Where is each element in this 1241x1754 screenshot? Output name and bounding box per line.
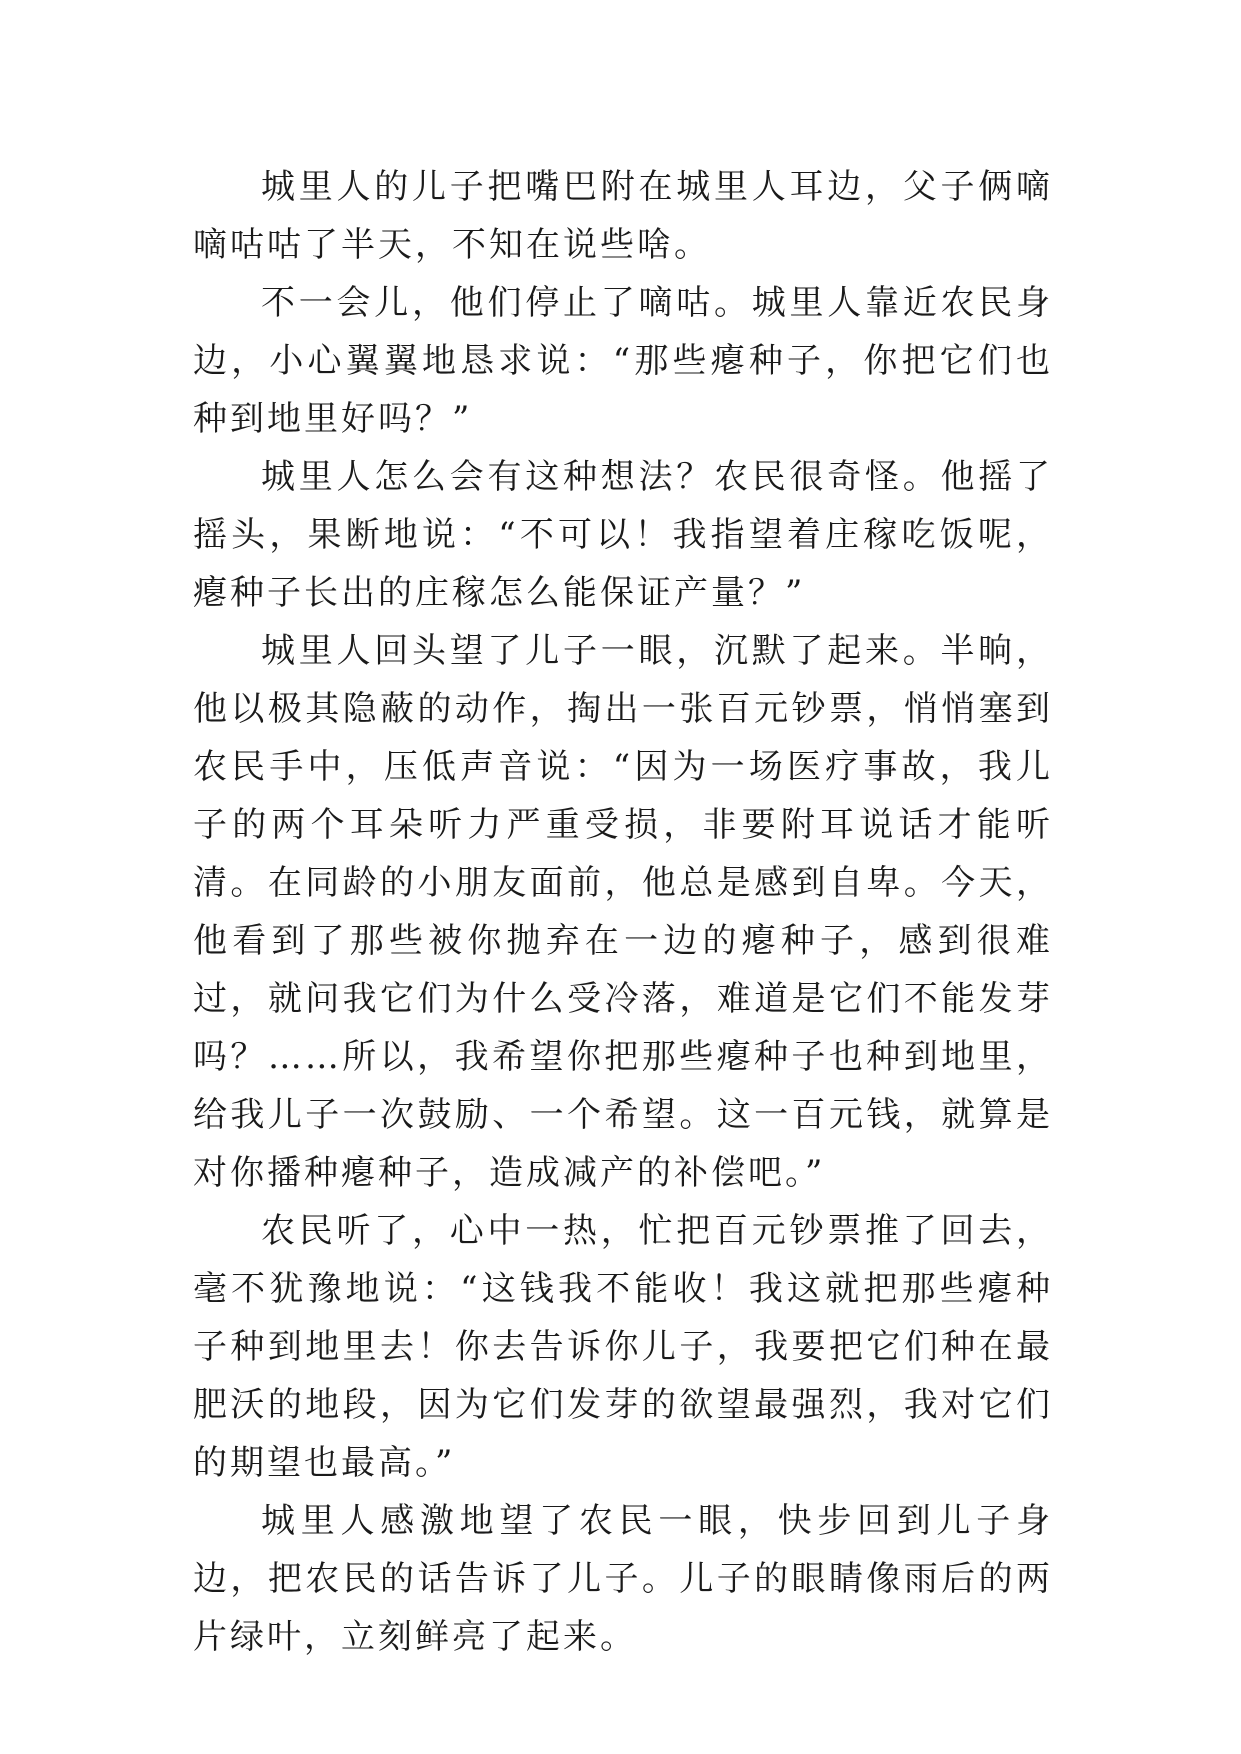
paragraph-2: 不一会儿，他们停止了嘀咕。城里人靠近农民身边，小心翼翼地恳求说：“那些瘪种子，你把它们也种到地里好吗？”: [193, 283, 1053, 439]
paragraph-1: 城里人的儿子把嘴巴附在城里人耳边，父子俩嘀嘀咕咕了半天，不知在说些啥。: [193, 167, 1053, 265]
story-text: [193, 158, 1053, 1666]
paragraph-4: 城里人回头望了儿子一眼，沉默了起来。半晌，他以极其隐蔽的动作，掏出一张百元钞票，悄悄塞到农民手中，压低声音说：“因为一场医疗事故，我儿子的两个耳朵听力严重受损，非要附耳说话才能听清。在同龄的小朋友面前，他总是感到自卑。今天，他看到了那些被你抛弃在一边的瘪种子，感到很难过，就问我它们为什么受冷落，难道是它们不能发芽吗？……所以，我希望你把那些瘪种子也种到地里，给我儿子一次鼓励、一个希望。这一百元钱，就算是对你播种瘪种子，造成减产的补偿吧。”: [193, 631, 1053, 1193]
paragraph-6: 城里人感激地望了农民一眼，快步回到儿子身边，把农民的话告诉了儿子。儿子的眼睛像雨后的两片绿叶，立刻鲜亮了起来。: [193, 1501, 1053, 1657]
paragraph-5: 农民听了，心中一热，忙把百元钞票推了回去，毫不犹豫地说：“这钱我不能收！我这就把那些瘪种子种到地里去！你去告诉你儿子，我要把它们种在最肥沃的地段，因为它们发芽的欲望最强烈，我对它们的期望也最高。”: [193, 1211, 1053, 1483]
paragraph-3: 城里人怎么会有这种想法？农民很奇怪。他摇了摇头，果断地说：“不可以！我指望着庄稼吃饭呢，瘪种子长出的庄稼怎么能保证产量？”: [193, 457, 1053, 613]
